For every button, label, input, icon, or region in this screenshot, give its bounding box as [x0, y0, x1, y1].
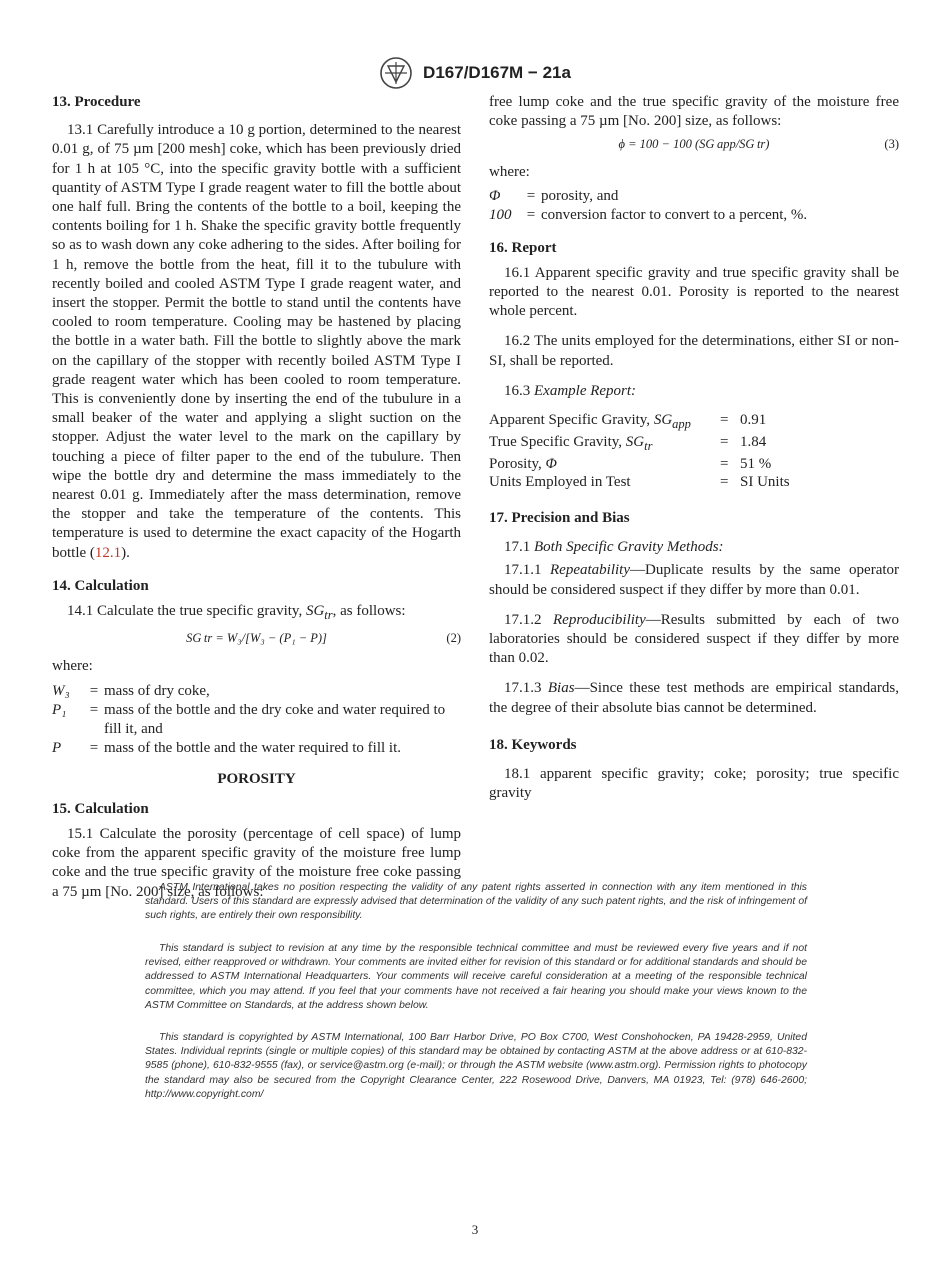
def-desc: mass of the bottle and the dry coke and water required to fill it, and: [104, 702, 446, 738]
footer-patent-text: ASTM International takes no position respecting the validity of any patent rights asserted in connection with any item mentioned in this standard. Users of this standard are expressly advised that determination of the validity of any such patent rights, and the risk of infringement of such rights, are entirely their own responsibility.: [145, 882, 807, 922]
para-16-1: 16.1 Apparent specific gravity and true specific gravity shall be reported to the nearest 0.01. Porosity is reported to the nearest whole percent.: [489, 264, 899, 320]
report-label-text: Units Employed in Test: [489, 474, 631, 491]
def-desc: mass of dry coke,: [104, 683, 210, 700]
report-equals: =: [720, 456, 729, 473]
page-number: 3: [471, 1222, 479, 1237]
report-value: 51 %: [740, 456, 772, 473]
report-value: 0.91: [740, 412, 767, 429]
para-14-1-text: 14.1 Calculate the true specific gravity,: [67, 603, 306, 620]
equation-3-formula: [489, 135, 899, 154]
para-13-1-text: 13.1 Carefully introduce a 10 g portion, determined to the nearest 0.01 g, of 75 µm [200 mesh] coke, which has been previously dried for 1 h at 105 °C, into the specific gravity bottle with a sufficient quantity of ASTM Type I grade reagent water to fill the bottle about one half full. Bring the contents of the bottle to a boil, keeping the contents boiling for 1 h. Shake the specific gravity bottle frequently so as to wash down any coke adhering to the sides. After boiling for 1 h, remove the bottle from the heat, fill it to the tubulure with recently boiled and cooled ASTM Type I grade reagent water, and insert the stopper. Permit the bottle to stand until the contents have cooled to room temperature. Cooling may be hastened by placing the bottle in a water bath. Fill the bottle to slightly above the mark on the capillary of the stopper with recently boiled ASTM Type I grade reagent water which has been cooled to room temperature. This is conveniently done by inserting the end of the tubulure in a small beaker of the water and applying a slight suction on the stopper. Adjust the water level to the mark on the capillary by touching a piece of filter paper to the end of the tubulure. Then wipe the bottle dry and determine the mass immediately to the nearest 0.01 g. Immediately after the mass determination, remove the stopper and take the temperature of the contents. This temperature is used to determine the exact capacity of the Hogarth bottle (: [52, 122, 461, 561]
report-symbol: SG: [625, 434, 645, 451]
footer-notice-copyright: [145, 1031, 807, 1102]
report-row: [489, 455, 790, 473]
document-id: D167/D167M − 21a: [423, 63, 571, 82]
para-13-1-end: ).: [121, 544, 130, 561]
section-14-heading: 14. Calculation: [52, 577, 149, 594]
para-18-1: 18.1 apparent specific gravity; coke; porosity; true specific gravity: [489, 766, 899, 802]
definition-row: [52, 682, 461, 701]
para-17-1-num: 17.1: [504, 539, 534, 556]
report-label: [489, 473, 720, 491]
para-17-1-1-title: Repeatability: [550, 562, 630, 579]
equation-2-formula: [52, 629, 461, 648]
def-symbol: P: [52, 740, 62, 757]
porosity-heading: POROSITY: [217, 771, 296, 788]
para-16-3-num: 16.3: [504, 382, 534, 399]
para-17-1-1: [489, 561, 899, 599]
def-desc: porosity, and: [541, 187, 619, 204]
where-label-15: where:: [489, 164, 530, 181]
para-16-3-title: Example Report:: [534, 382, 637, 399]
footer-revision-text: This standard is subject to revision at any time by the responsible technical committee and must be reviewed every five years and if not revised, either reapproved or withdrawn. Your comments are invited either for revision of this standard or for additional standards and should be addressed to ASTM International Headquarters. Your comments will receive careful consideration at a meeting of the responsible technical committee, which you may attend. If you feel that your comments have not received a fair hearing you should make your views known to the ASTM Committee on Standards, at the address shown below.: [145, 943, 807, 1011]
right-column: [489, 93, 899, 803]
report-value: SI Units: [740, 474, 790, 491]
report-equals: =: [720, 412, 729, 429]
report-label: [489, 455, 720, 473]
def-desc: mass of the bottle and the water required to fill it.: [104, 740, 401, 757]
example-report-table: [489, 411, 790, 491]
report-equals: =: [720, 434, 729, 451]
equation-2-number: (2): [446, 631, 461, 646]
report-label-text: True Specific Gravity,: [489, 434, 626, 451]
report-row: [489, 411, 790, 433]
variable-definitions-14: [52, 682, 461, 758]
report-sub: tr: [644, 439, 653, 454]
report-symbol: Φ: [545, 456, 557, 473]
def-symbol: W₃: [52, 683, 70, 700]
para-17-1-1-num: 17.1.1: [504, 562, 550, 579]
definition-row: [52, 701, 461, 739]
para-17-1: [489, 538, 899, 557]
report-row: [489, 433, 790, 455]
definition-row: [489, 206, 807, 225]
equation-2: [52, 627, 461, 649]
equation-2-text: SG tr = W₃/[W₃ − (P₁ − P)]: [186, 631, 327, 646]
def-equals: =: [89, 702, 99, 719]
page-header: [0, 56, 950, 90]
def-equals: =: [526, 206, 536, 223]
para-17-1-1-text: —Duplicate results by the same operator should be considered suspect if they differ by more than 0.01.: [489, 562, 900, 598]
equation-3-text: ϕ = 100 − 100 (SG app/SG tr): [618, 137, 770, 152]
footer-notice-patent: [145, 881, 807, 924]
where-label-14: where:: [52, 658, 93, 675]
para-17-1-2: [489, 611, 899, 669]
definition-row: [489, 187, 807, 206]
report-sub: app: [672, 417, 691, 432]
para-17-1-3-text: —Since these test methods are empirical standards, the degree of their absolute bias cannot be determined.: [489, 680, 899, 716]
para-17-1-2-num: 17.1.2: [504, 611, 553, 628]
equation-3: [489, 133, 899, 155]
def-symbol: P₁: [52, 702, 67, 719]
footer-notice-revision: [145, 942, 807, 1013]
sg-symbol-text: SG: [305, 603, 325, 620]
para-15-1: 15.1 Calculate the porosity (percentage of cell space) of lump coke from the apparent specific gravity of the moisture free lump coke and the true specific gravity of the moisture free coke passing a 75 µm [No. 200] size, as follows:: [52, 825, 461, 900]
para-16-2: 16.2 The units employed for the determinations, either SI or non-SI, shall be reported.: [489, 333, 899, 369]
def-equals: =: [89, 683, 99, 700]
ref-12-1-link[interactable]: 12.1: [94, 544, 122, 561]
definition-row: [52, 739, 461, 758]
report-label: [489, 433, 720, 455]
def-equals: =: [526, 187, 536, 204]
section-17-heading: 17. Precision and Bias: [489, 510, 630, 527]
sg-symbol: [305, 603, 333, 623]
def-equals: =: [89, 740, 99, 757]
section-16-heading: 16. Report: [489, 239, 557, 256]
footer-copyright-text: This standard is copyrighted by ASTM International, 100 Barr Harbor Drive, PO Box C700, West Conshohocken, PA 19428-2959, United States. Individual reprints (single or multiple copies) of this standard may be obtained by contacting ASTM at the above address or at 610-832-9585 (phone), 610-832-9555 (fax), or service@astm.org (e-mail); or through the ASTM website (www.astm.org). Permission rights to photocopy the standard may also be secured from the Copyright Clearance Center, 222 Rosewood Drive, Danvers, MA 01923, Tel: (978) 646-2600; http://www.copyright.com/: [145, 1032, 807, 1100]
report-equals: =: [720, 474, 729, 491]
equation-3-number: (3): [884, 137, 899, 152]
sg-sub: tr: [324, 608, 333, 623]
para-13-1: [52, 121, 461, 563]
section-18-heading: 18. Keywords: [489, 736, 577, 753]
para-17-1-2-title: Reproducibility: [553, 611, 646, 628]
report-label: [489, 411, 720, 433]
report-label-text: Apparent Specific Gravity,: [489, 412, 654, 429]
def-symbol: Φ: [489, 187, 501, 204]
section-15-heading: 15. Calculation: [52, 800, 149, 817]
para-17-1-2-text: —Results submitted by each of two laboratories should be considered suspect if they differ by more than 0.02.: [489, 611, 900, 667]
report-row: [489, 473, 790, 491]
section-13-heading: 13. Procedure: [52, 94, 141, 110]
astm-logo-icon: [379, 56, 413, 90]
para-17-1-3-title: Bias: [547, 680, 575, 697]
para-14-1: [52, 602, 461, 625]
para-15-1-continued: free lump coke and the true specific gravity of the moisture free coke passing a 75 µm [No. 200] size, as follows:: [489, 94, 899, 130]
para-16-3: [489, 382, 899, 401]
para-17-1-title: Both Specific Gravity Methods:: [534, 539, 724, 556]
variable-definitions-15: [489, 187, 807, 225]
def-desc: conversion factor to convert to a percent, %.: [541, 206, 808, 223]
para-17-1-3-num: 17.1.3: [504, 680, 548, 697]
report-label-text: Porosity,: [489, 456, 546, 473]
left-column: [52, 93, 461, 900]
para-17-1-3: [489, 679, 899, 717]
report-symbol: SG: [653, 412, 673, 429]
para-14-1-end: , as follows:: [332, 603, 406, 620]
report-value: 1.84: [740, 434, 767, 451]
def-symbol: 100: [489, 206, 512, 223]
